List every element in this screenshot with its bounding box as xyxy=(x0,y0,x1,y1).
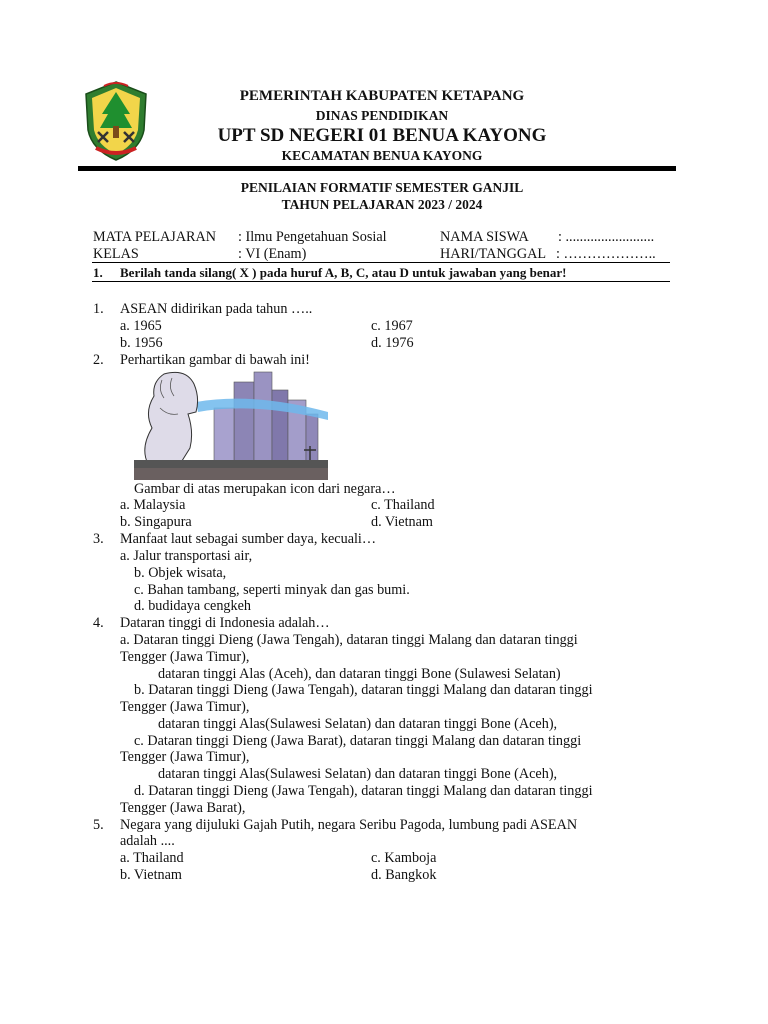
question-1-text: ASEAN didirikan pada tahun ….. xyxy=(120,301,313,317)
exam-title: PENILAIAN FORMATIF SEMESTER GANJIL xyxy=(240,180,524,195)
agency-title: DINAS PENDIDIKAN xyxy=(315,108,449,123)
question-3-text: Manfaat laut sebagai sumber daya, kecuali… xyxy=(120,531,377,547)
question-4-option-d-line-1: d. Dataran tinggi Dieng (Jawa Tengah), dataran tinggi Malang dan dataran tinggi xyxy=(134,783,593,799)
date-field: : ……………….. xyxy=(556,246,656,262)
info-divider xyxy=(92,262,670,263)
question-3-number: 3. xyxy=(93,531,104,547)
question-4-option-b-line-2: Tengger (Jawa Timur), xyxy=(120,699,250,715)
subject-value: : Ilmu Pengetahuan Sosial xyxy=(238,229,387,245)
instruction-divider xyxy=(92,281,670,282)
question-5-text-line-2: adalah .... xyxy=(120,833,175,849)
question-5-option-a: a. Thailand xyxy=(120,850,184,866)
question-5-option-c: c. Kamboja xyxy=(371,850,437,866)
question-5-option-b: b. Vietnam xyxy=(120,867,182,883)
question-4-text: Dataran tinggi di Indonesia adalah… xyxy=(120,615,330,631)
question-3-option-c: c. Bahan tambang, seperti minyak dan gas bumi. xyxy=(134,582,410,598)
question-1-option-a: a. 1965 xyxy=(120,318,162,334)
government-title: PEMERINTAH KABUPATEN KETAPANG xyxy=(239,88,525,104)
question-5-text-line-1: Negara yang dijuluki Gajah Putih, negara Seribu Pagoda, lumbung padi ASEAN xyxy=(120,817,578,833)
question-1-option-d: d. 1976 xyxy=(371,335,414,351)
question-4-option-c-line-1: c. Dataran tinggi Dieng (Jawa Barat), dataran tinggi Malang dan dataran tinggi xyxy=(134,733,582,749)
question-4-option-b-line-3: dataran tinggi Alas(Sulawesi Selatan) dan dataran tinggi Bone (Aceh), xyxy=(158,716,558,732)
class-label: KELAS xyxy=(93,246,139,262)
question-3-option-b: b. Objek wisata, xyxy=(134,565,227,581)
instruction-text: Berilah tanda silang( X ) pada huruf A, B, C, atau D untuk jawaban yang benar! xyxy=(120,265,567,280)
question-2-number: 2. xyxy=(93,352,104,368)
district-name: KECAMATAN BENUA KAYONG xyxy=(281,148,483,163)
question-4-option-c-line-2: Tengger (Jawa Timur), xyxy=(120,749,250,765)
exam-year: TAHUN PELAJARAN 2023 / 2024 xyxy=(281,197,483,212)
header-divider xyxy=(78,166,676,171)
question-3-option-d: d. budidaya cengkeh xyxy=(134,598,252,614)
question-2-option-b: b. Singapura xyxy=(120,514,192,530)
question-4-option-a-line-2: Tengger (Jawa Timur), xyxy=(120,649,250,665)
question-1-option-b: b. 1956 xyxy=(120,335,163,351)
question-3-option-a: a. Jalur transportasi air, xyxy=(120,548,253,564)
question-2-text: Perhartikan gambar di bawah ini! xyxy=(120,352,310,368)
class-value: : VI (Enam) xyxy=(238,246,307,262)
school-name: UPT SD NEGERI 01 BENUA KAYONG xyxy=(217,125,547,146)
question-5-number: 5. xyxy=(93,817,104,833)
student-name-label: NAMA SISWA xyxy=(440,229,529,245)
question-4-option-a-line-1: a. Dataran tinggi Dieng (Jawa Tengah), dataran tinggi Malang dan dataran tinggi xyxy=(120,632,578,648)
question-1-option-c: c. 1967 xyxy=(371,318,413,334)
question-1-number: 1. xyxy=(93,301,104,317)
question-2-option-c: c. Thailand xyxy=(371,497,435,513)
question-4-option-a-line-3: dataran tinggi Alas (Aceh), dan dataran tinggi Bone (Sulawesi Selatan) xyxy=(158,666,561,682)
student-name-field: : ......................... xyxy=(558,229,655,245)
question-2-caption: Gambar di atas merupakan icon dari negara… xyxy=(134,481,396,497)
question-4-number: 4. xyxy=(93,615,104,631)
question-4-option-d-line-2: Tengger (Jawa Barat), xyxy=(120,800,246,816)
date-label: HARI/TANGGAL xyxy=(440,246,547,262)
question-2-option-a: a. Malaysia xyxy=(120,497,186,513)
instruction-number: 1. xyxy=(93,265,103,280)
merlion-image xyxy=(134,368,328,480)
subject-label: MATA PELAJARAN xyxy=(93,229,217,245)
question-5-option-d: d. Bangkok xyxy=(371,867,437,883)
ketapang-regency-logo xyxy=(82,80,150,162)
question-2-option-d: d. Vietnam xyxy=(371,514,433,530)
question-4-option-c-line-3: dataran tinggi Alas(Sulawesi Selatan) dan dataran tinggi Bone (Aceh), xyxy=(158,766,558,782)
question-4-option-b-line-1: b. Dataran tinggi Dieng (Jawa Tengah), dataran tinggi Malang dan dataran tinggi xyxy=(134,682,593,698)
